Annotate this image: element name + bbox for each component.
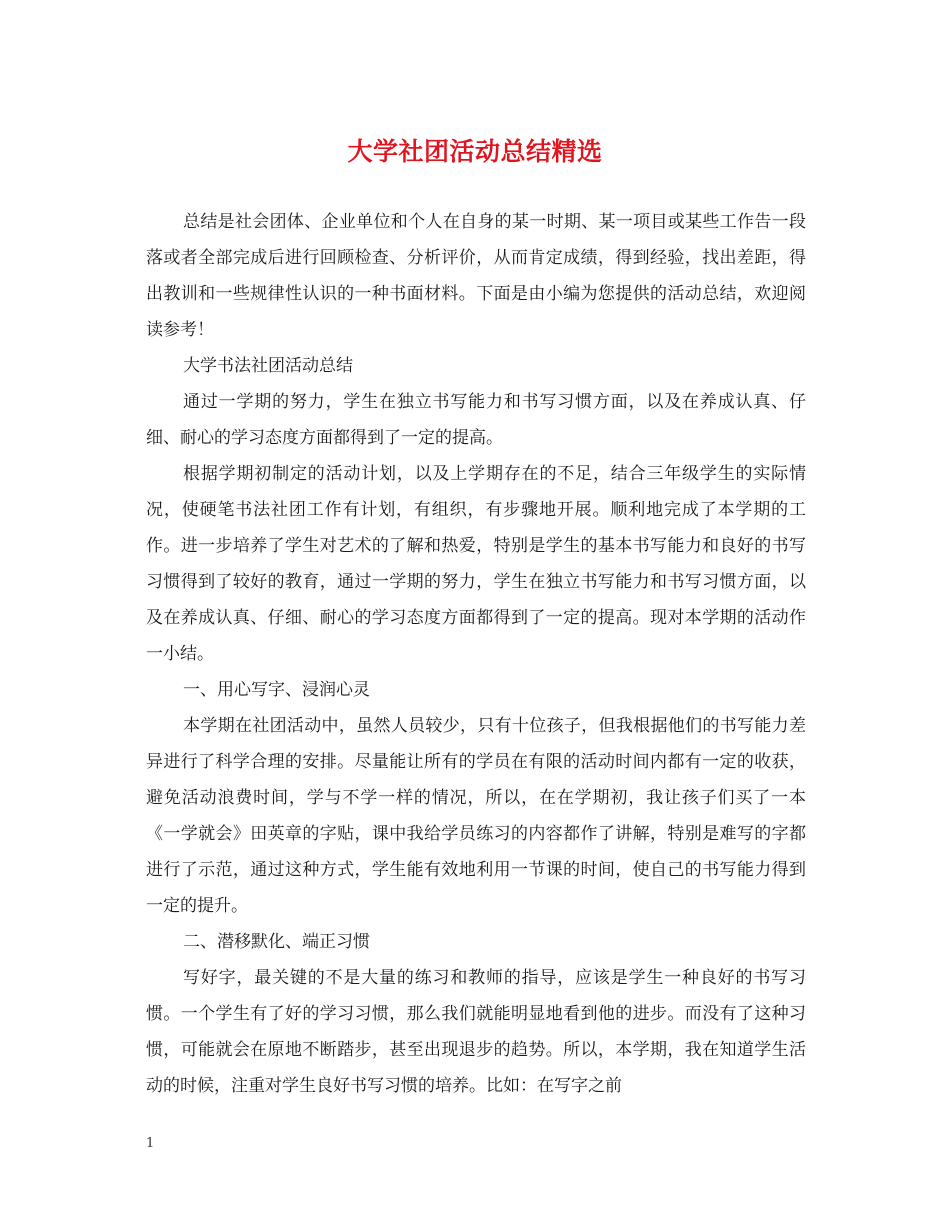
paragraph-intro: 总结是社会团体、企业单位和个人在自身的某一时期、某一项目或某些工作告一段落或者全部完成后进行回顾检查、分析评价，从而肯定成绩，得到经验，找出差距，得出教训和一些规律性认识的一种书面材料。下面是由小编为您提供的活动总结，欢迎阅读参考！ xyxy=(146,212,806,340)
paragraph: 根据学期初制定的活动计划，以及上学期存在的不足，结合三年级学生的实际情况，使硬笔书法社团工作有计划，有组织，有步骤地开展。顺利地完成了本学期的工作。进一步培养了学生对艺术的了解和热爱，特别是学生的基本书写能力和良好的书写习惯得到了较好的教育，通过一学期的努力，学生在独立书写能力和书写习惯方面，以及在养成认真、仔细、耐心的学习态度方面都得到了一定的提高。现对本学期的活动作一小结。 xyxy=(146,464,806,664)
paragraph: 写好字，最关键的不是大量的练习和教师的指导，应该是学生一种良好的书写习惯。一个学生有了好的学习习惯，那么我们就能明显地看到他的进步。而没有了这种习惯，可能就会在原地不断踏步，甚至出现退步的趋势。所以，本学期，我在知道学生活动的时候，注重对学生良好书写习惯的培养。比如：在写字之前 xyxy=(146,968,806,1096)
section-heading-calligraphy: 大学书法社团活动总结 xyxy=(183,356,353,376)
document-title: 大学社团活动总结精选 xyxy=(347,137,603,166)
section-heading-one: 一、用心写字、浸润心灵 xyxy=(183,680,370,700)
section-heading-two: 二、潜移默化、端正习惯 xyxy=(183,932,370,952)
paragraph: 通过一学期的努力，学生在独立书写能力和书写习惯方面，以及在养成认真、仔细、耐心的学习态度方面都得到了一定的提高。 xyxy=(146,392,806,448)
paragraph: 本学期在社团活动中，虽然人员较少，只有十位孩子，但我根据他们的书写能力差异进行了科学合理的安排。尽量能让所有的学员在有限的活动时间内都有一定的收获，避免活动浪费时间，学与不学一样的情况，所以，在在学期初，我让孩子们买了一本《一学就会》田英章的字贴，课中我给学员练习的内容都作了讲解，特别是难写的字都进行了示范，通过这种方式，学生能有效地利用一节课的时间，使自己的书写能力得到一定的提升。 xyxy=(146,716,806,916)
document-body xyxy=(146,204,806,1104)
page-number: 1 xyxy=(146,1136,155,1151)
